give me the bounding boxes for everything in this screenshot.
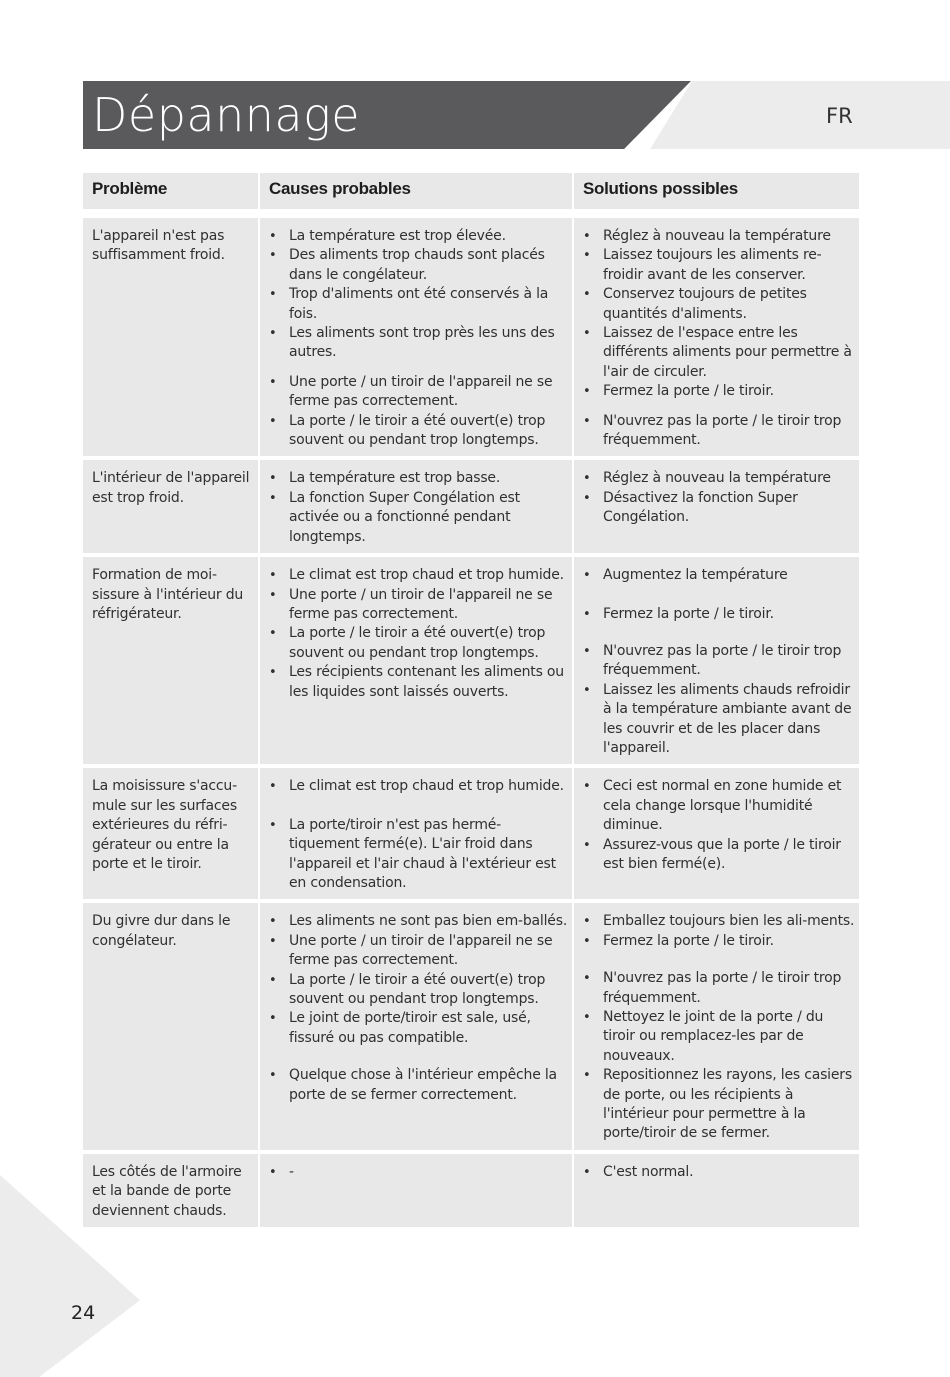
language-tab bbox=[650, 81, 950, 149]
cause-item: • Quelque chose à l'intérieur empêche la porte de se fermer correctement. bbox=[267, 1066, 568, 1105]
causes-cell bbox=[260, 557, 572, 764]
language-label: FR bbox=[826, 104, 853, 128]
problem-cell: Du givre dur dans le congélateur. bbox=[83, 903, 258, 1149]
cause-item: • Trop d'aliments ont été conservés à la fois. bbox=[267, 285, 568, 324]
cause-item: • Le climat est trop chaud et trop humide. bbox=[267, 777, 568, 796]
solution-item: • C'est normal. bbox=[581, 1163, 855, 1182]
column-header-solutions: Solutions possibles bbox=[574, 173, 859, 209]
solution-item: • Augmentez la température bbox=[581, 566, 855, 585]
solution-item: • Fermez la porte / le tiroir. bbox=[581, 932, 855, 951]
solutions-cell bbox=[574, 1154, 859, 1227]
solution-item: • Laissez de l'espace entre les différents aliments pour permettre à l'air de circuler. bbox=[581, 324, 855, 382]
cause-item: • - bbox=[267, 1163, 568, 1182]
causes-cell bbox=[260, 460, 572, 553]
troubleshooting-table bbox=[83, 173, 859, 1227]
cause-item: • Une porte / un tiroir de l'appareil ne se ferme pas correctement. bbox=[267, 586, 568, 625]
cause-item: • Les récipients contenant les aliments ou les liquides sont laissés ouverts. bbox=[267, 663, 568, 702]
solution-item: • Réglez à nouveau la température bbox=[581, 469, 855, 488]
cause-item: • Le climat est trop chaud et trop humide. bbox=[267, 566, 568, 585]
solution-item: • N'ouvrez pas la porte / le tiroir trop fréquemment. bbox=[581, 969, 855, 1008]
problem-cell: L'appareil n'est pas suffisamment froid. bbox=[83, 218, 258, 456]
solution-item: • Laissez les aliments chauds refroidir à la température ambiante avant de les couvrir et de les placer dans l'appareil. bbox=[581, 681, 855, 759]
cause-item: • La fonction Super Congélation est activée ou a fonctionné pendant longtemps. bbox=[267, 489, 568, 547]
cause-item: • La porte / le tiroir a été ouvert(e) trop souvent ou pendant trop longtemps. bbox=[267, 624, 568, 663]
cause-item: • La porte / le tiroir a été ouvert(e) trop souvent ou pendant trop longtemps. bbox=[267, 412, 568, 451]
page-title: Dépannage bbox=[92, 88, 361, 142]
solution-item: • Repositionnez les rayons, les casiers de porte, ou les récipients à l'intérieur pour permettre à la porte/tiroir de se fermer. bbox=[581, 1066, 855, 1144]
causes-cell bbox=[260, 218, 572, 456]
solution-item: • Assurez-vous que la porte / le tiroir est bien fermé(e). bbox=[581, 836, 855, 875]
solutions-cell bbox=[574, 218, 859, 456]
solution-item: • N'ouvrez pas la porte / le tiroir trop fréquemment. bbox=[581, 642, 855, 681]
problem-cell: Formation de moi-sissure à l'intérieur du réfrigérateur. bbox=[83, 557, 258, 764]
solution-item: • Emballez toujours bien les ali-ments. bbox=[581, 912, 855, 931]
cause-item: • Des aliments trop chauds sont placés dans le congélateur. bbox=[267, 246, 568, 285]
column-header-causes: Causes probables bbox=[260, 173, 572, 209]
cause-item: • La porte / le tiroir a été ouvert(e) trop souvent ou pendant trop longtemps. bbox=[267, 971, 568, 1010]
problem-cell: L'intérieur de l'appareil est trop froid. bbox=[83, 460, 258, 553]
cause-item: • Le joint de porte/tiroir est sale, usé, fissuré ou pas compatible. bbox=[267, 1009, 568, 1048]
column-header-problem: Problème bbox=[83, 173, 258, 209]
cause-item: • La température est trop basse. bbox=[267, 469, 568, 488]
solution-item: • Nettoyez le joint de la porte / du tiroir ou remplacez-les par de nouveaux. bbox=[581, 1008, 855, 1066]
cause-item: • Une porte / un tiroir de l'appareil ne se ferme pas correctement. bbox=[267, 373, 568, 412]
cause-item: • Les aliments sont trop près les uns des autres. bbox=[267, 324, 568, 363]
solution-item: • Ceci est normal en zone humide et cela change lorsque l'humidité diminue. bbox=[581, 777, 855, 835]
solution-item: • Fermez la porte / le tiroir. bbox=[581, 382, 855, 401]
problem-cell: Les côtés de l'armoire et la bande de porte deviennent chauds. bbox=[83, 1154, 258, 1227]
causes-cell bbox=[260, 1154, 572, 1227]
solution-item: • Réglez à nouveau la température bbox=[581, 227, 855, 246]
causes-cell bbox=[260, 903, 572, 1149]
solutions-cell bbox=[574, 557, 859, 764]
solutions-cell bbox=[574, 768, 859, 899]
problem-cell: La moisissure s'accu-mule sur les surfaces extérieures du réfri-gérateur ou entre la porte et le tiroir. bbox=[83, 768, 258, 899]
cause-item: • La température est trop élevée. bbox=[267, 227, 568, 246]
page-number: 24 bbox=[71, 1302, 96, 1324]
cause-item: • Une porte / un tiroir de l'appareil ne se ferme pas correctement. bbox=[267, 932, 568, 971]
solution-item: • Désactivez la fonction Super Congélation. bbox=[581, 489, 855, 528]
cause-item: • La porte/tiroir n'est pas hermé-tiquement fermé(e). L'air froid dans l'appareil et l'air chaud à l'extérieur est en condensation. bbox=[267, 816, 568, 894]
solution-item: • N'ouvrez pas la porte / le tiroir trop fréquemment. bbox=[581, 412, 855, 451]
solutions-cell bbox=[574, 903, 859, 1149]
solution-item: • Conservez toujours de petites quantités d'aliments. bbox=[581, 285, 855, 324]
solution-item: • Laissez toujours les aliments re-froidir avant de les conserver. bbox=[581, 246, 855, 285]
cause-item: • Les aliments ne sont pas bien em-ballés. bbox=[267, 912, 568, 931]
causes-cell bbox=[260, 768, 572, 899]
solutions-cell bbox=[574, 460, 859, 553]
solution-item: • Fermez la porte / le tiroir. bbox=[581, 605, 855, 624]
